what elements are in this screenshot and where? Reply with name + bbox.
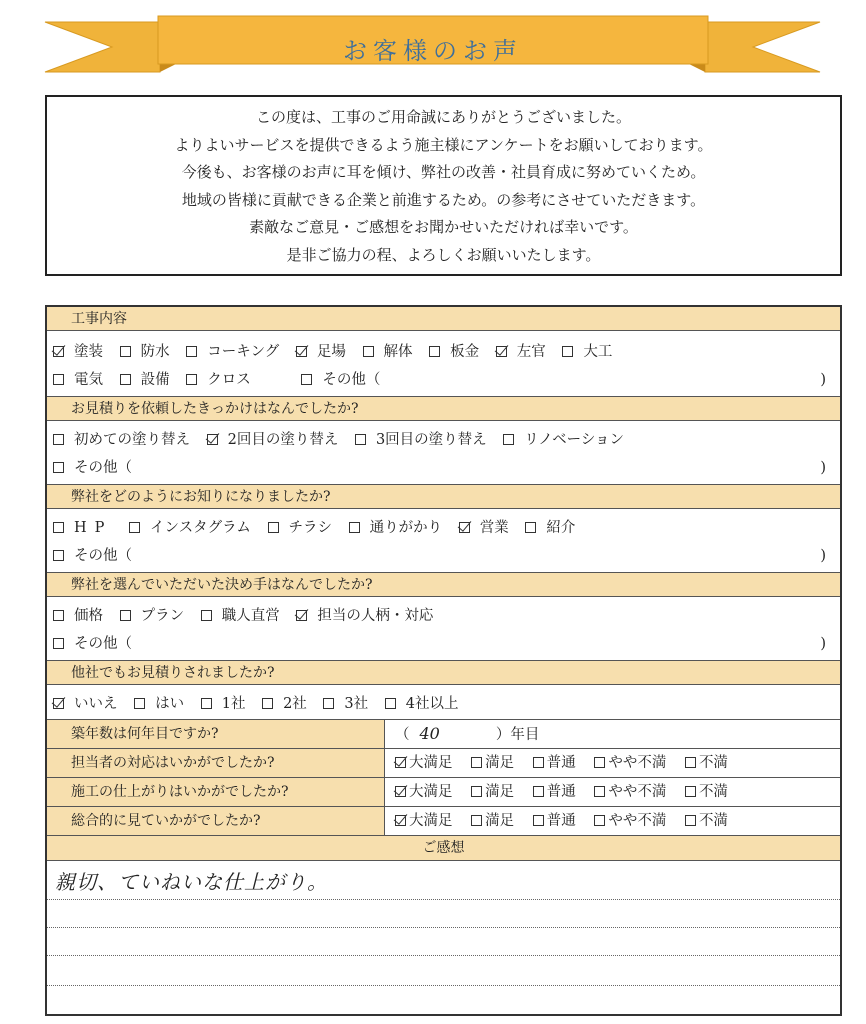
option-plastering[interactable]: 左官 xyxy=(496,338,546,366)
checkbox[interactable] xyxy=(471,786,482,797)
checkbox[interactable] xyxy=(685,757,696,768)
rating-dissatisfied[interactable]: 不満 xyxy=(685,749,728,777)
option-one-company[interactable]: 1社 xyxy=(201,690,246,718)
rating-row-overall xyxy=(47,807,840,836)
section-heading-source: 弊社をどのようにお知りになりましたか? xyxy=(47,485,840,509)
rating-options xyxy=(395,749,742,777)
checkbox[interactable] xyxy=(533,786,544,797)
building-age-label: 築年数は何年目ですか? xyxy=(47,720,385,748)
section-heading-other-quotes: 他社でもお見積りされましたか? xyxy=(47,661,840,685)
close-paren: ) xyxy=(820,636,826,652)
section-heading-decision: 弊社を選んでいただいた決め手はなんでしたか? xyxy=(47,573,840,597)
checkbox[interactable] xyxy=(129,522,140,533)
option-third-repaint[interactable]: 3回目の塗り替え xyxy=(355,426,487,454)
option-other[interactable]: その他（ xyxy=(53,630,132,658)
checkbox[interactable] xyxy=(53,374,64,385)
checkbox[interactable] xyxy=(186,374,197,385)
other-quotes-options-row xyxy=(53,690,470,718)
checkbox[interactable] xyxy=(301,374,312,385)
rating-neutral[interactable]: 普通 xyxy=(533,807,576,835)
page-title: お客様のお声 xyxy=(343,37,523,65)
intro-line: 地域の皆様に貢献できる企業と前進するため。の参考にさせていただきます。 xyxy=(181,190,706,209)
intro-line: よりよいサービスを提供できるよう施主様にアンケートをお願いしております。 xyxy=(174,135,713,154)
option-other[interactable]: その他（ xyxy=(53,454,132,482)
checkbox[interactable] xyxy=(594,786,605,797)
rating-label: 施工の仕上がりはいかがでしたか? xyxy=(47,778,385,806)
rating-neutral[interactable]: 普通 xyxy=(533,749,576,777)
option-instagram[interactable]: インスタグラム xyxy=(129,514,251,542)
option-equipment[interactable]: 設備 xyxy=(120,366,170,394)
checkbox[interactable] xyxy=(594,815,605,826)
comment-line xyxy=(47,985,840,986)
checkbox[interactable] xyxy=(134,698,145,709)
rating-options xyxy=(395,778,742,806)
rating-slightly-dissatisfied[interactable]: やや不満 xyxy=(594,807,666,835)
checkbox[interactable] xyxy=(395,815,406,826)
comment-line xyxy=(47,927,840,928)
checkbox[interactable] xyxy=(355,434,366,445)
rating-row-staff xyxy=(47,749,840,778)
checkbox[interactable] xyxy=(53,434,64,445)
option-price[interactable]: 価格 xyxy=(53,602,103,630)
option-three-companies[interactable]: 3社 xyxy=(323,690,368,718)
checkbox[interactable] xyxy=(53,462,64,473)
option-cloth[interactable]: クロス xyxy=(186,366,251,394)
work-options-row-1 xyxy=(53,338,624,366)
checkbox[interactable] xyxy=(471,815,482,826)
checkbox[interactable] xyxy=(53,346,64,357)
rating-satisfied[interactable]: 満足 xyxy=(471,749,514,777)
checkbox[interactable] xyxy=(53,522,64,533)
option-sales[interactable]: 営業 xyxy=(459,514,509,542)
option-two-companies[interactable]: 2社 xyxy=(262,690,307,718)
checkbox[interactable] xyxy=(685,815,696,826)
checkbox[interactable] xyxy=(296,346,307,357)
trigger-options-row-1 xyxy=(53,426,636,454)
source-options-row-2 xyxy=(53,542,144,570)
close-paren: ) xyxy=(820,460,826,476)
option-other[interactable]: その他（ xyxy=(301,366,380,394)
checkbox[interactable] xyxy=(533,815,544,826)
rating-label: 総合的に見ていかがでしたか? xyxy=(47,807,385,835)
rating-neutral[interactable]: 普通 xyxy=(533,778,576,806)
checkbox[interactable] xyxy=(201,610,212,621)
checkbox[interactable] xyxy=(120,346,131,357)
source-options-row-1 xyxy=(53,514,587,542)
checkbox[interactable] xyxy=(395,786,406,797)
checkbox[interactable] xyxy=(262,698,273,709)
option-referral[interactable]: 紹介 xyxy=(525,514,575,542)
option-demolition[interactable]: 解体 xyxy=(363,338,413,366)
option-plan[interactable]: プラン xyxy=(120,602,185,630)
checkbox[interactable] xyxy=(120,374,131,385)
building-age-row xyxy=(47,720,840,749)
option-other[interactable]: その他（ xyxy=(53,542,132,570)
checkbox[interactable] xyxy=(429,346,440,357)
option-painting[interactable]: 塗装 xyxy=(53,338,103,366)
section-heading-trigger: お見積りを依頼したきっかけはなんでしたか? xyxy=(47,397,840,421)
checkbox[interactable] xyxy=(296,610,307,621)
decision-options-row-1 xyxy=(53,602,445,630)
option-caulking[interactable]: コーキング xyxy=(186,338,279,366)
comment-line xyxy=(47,955,840,956)
decision-options-row-2 xyxy=(53,630,144,658)
close-paren: ) xyxy=(820,372,826,388)
checkbox[interactable] xyxy=(685,786,696,797)
option-waterproof[interactable]: 防水 xyxy=(120,338,170,366)
rating-slightly-dissatisfied[interactable]: やや不満 xyxy=(594,749,666,777)
checkbox[interactable] xyxy=(53,638,64,649)
option-staff-personality[interactable]: 担当の人柄・対応 xyxy=(296,602,433,630)
checkbox[interactable] xyxy=(503,434,514,445)
option-flyer[interactable]: チラシ xyxy=(268,514,333,542)
checkbox[interactable] xyxy=(459,522,470,533)
option-scaffold[interactable]: 足場 xyxy=(296,338,346,366)
close-paren: ) xyxy=(820,548,826,564)
option-yes[interactable]: はい xyxy=(134,690,184,718)
checkbox[interactable] xyxy=(323,698,334,709)
checkbox[interactable] xyxy=(201,698,212,709)
option-carpentry[interactable]: 大工 xyxy=(562,338,612,366)
checkbox[interactable] xyxy=(562,346,573,357)
checkbox[interactable] xyxy=(525,522,536,533)
rating-dissatisfied[interactable]: 不満 xyxy=(685,807,728,835)
comment-line xyxy=(47,899,840,900)
checkbox[interactable] xyxy=(53,550,64,561)
option-renovation[interactable]: リノベーション xyxy=(503,426,624,454)
rating-satisfied[interactable]: 満足 xyxy=(471,807,514,835)
checkbox[interactable] xyxy=(385,698,396,709)
checkbox[interactable] xyxy=(186,346,197,357)
comments-text[interactable]: 親切、ていねいな仕上がり。 xyxy=(55,870,328,894)
option-direct-craftsmen[interactable]: 職人直営 xyxy=(201,602,280,630)
checkbox[interactable] xyxy=(268,522,279,533)
option-hp[interactable]: HP xyxy=(53,514,112,542)
rating-very-satisfied[interactable]: 大満足 xyxy=(395,749,453,777)
survey-form xyxy=(45,305,842,1016)
option-sheet-metal[interactable]: 板金 xyxy=(429,338,479,366)
rating-satisfied[interactable]: 満足 xyxy=(471,778,514,806)
intro-line: 今後も、お客様のお声に耳を傾け、弊社の改善・社員育成に努めていくため。 xyxy=(181,163,706,181)
rating-row-finish xyxy=(47,778,840,807)
building-age-answer[interactable]: （ 40 ）年目 xyxy=(395,724,540,743)
work-options-row-2 xyxy=(53,366,392,394)
rating-very-satisfied[interactable]: 大満足 xyxy=(395,807,453,835)
intro-line: この度は、工事のご用命誠にありがとうございました。 xyxy=(255,108,631,126)
option-electric[interactable]: 電気 xyxy=(53,366,103,394)
trigger-options-row-2 xyxy=(53,454,144,482)
checkbox[interactable] xyxy=(395,757,406,768)
checkbox[interactable] xyxy=(53,610,64,621)
intro-line: 是非ご協力の程、よろしくお願いいたします。 xyxy=(286,245,601,264)
checkbox[interactable] xyxy=(363,346,374,357)
option-first-repaint[interactable]: 初めての塗り替え xyxy=(53,426,190,454)
building-age-value[interactable]: 40 xyxy=(419,724,440,743)
checkbox[interactable] xyxy=(533,757,544,768)
rating-dissatisfied[interactable]: 不満 xyxy=(685,778,728,806)
rating-options xyxy=(395,807,742,835)
checkbox[interactable] xyxy=(120,610,131,621)
checkbox[interactable] xyxy=(594,757,605,768)
checkbox[interactable] xyxy=(496,346,507,357)
rating-label: 担当者の対応はいかがでしたか? xyxy=(47,749,385,777)
checkbox[interactable] xyxy=(53,698,64,709)
intro-line: 素敵なご意見・ご感想をお聞かせいただければ幸いです。 xyxy=(249,218,638,236)
option-no[interactable]: いいえ xyxy=(53,690,118,718)
section-heading-work: 工事内容 xyxy=(47,307,840,331)
rating-very-satisfied[interactable]: 大満足 xyxy=(395,778,453,806)
checkbox[interactable] xyxy=(207,434,218,445)
checkbox[interactable] xyxy=(349,522,360,533)
option-passing-by[interactable]: 通りがかり xyxy=(349,514,443,542)
rating-slightly-dissatisfied[interactable]: やや不満 xyxy=(594,778,666,806)
checkbox[interactable] xyxy=(471,757,482,768)
option-second-repaint[interactable]: 2回目の塗り替え xyxy=(207,426,339,454)
comments-heading: ご感想 xyxy=(47,836,840,861)
intro-box xyxy=(45,95,842,276)
option-four-plus-companies[interactable]: 4社以上 xyxy=(385,690,459,718)
